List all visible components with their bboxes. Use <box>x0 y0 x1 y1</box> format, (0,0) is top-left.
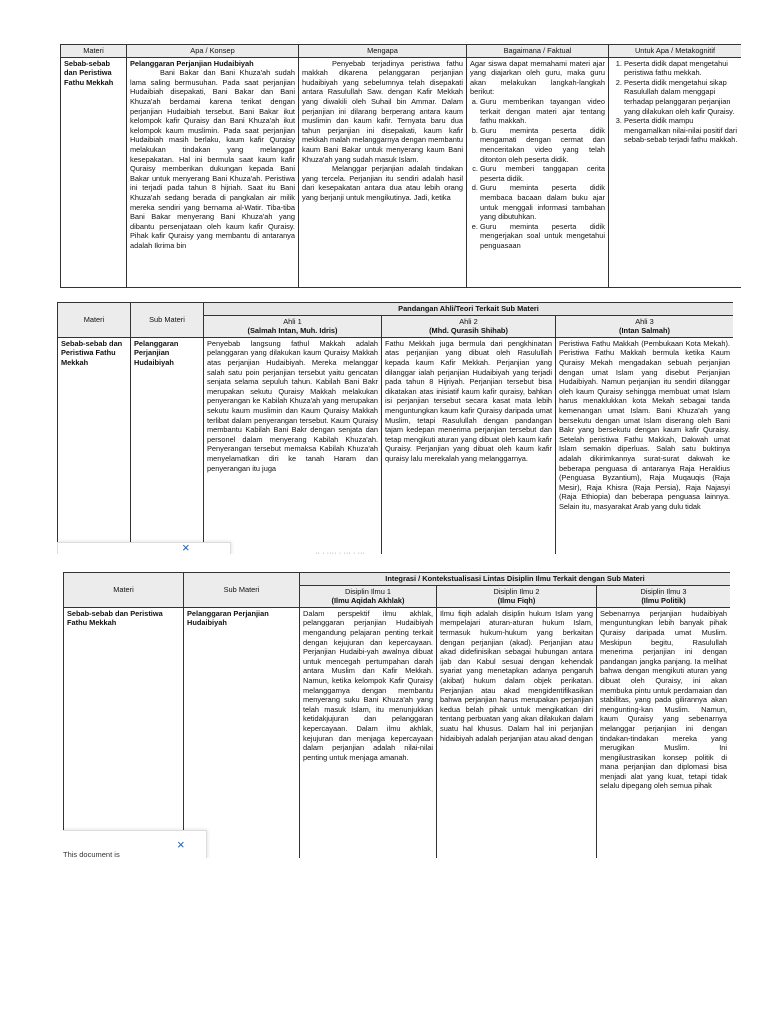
sheet-3 <box>63 572 730 858</box>
cell-disiplin-1: Dalam perspektif ilmu akhlak, pelanggaran perjanjian Hudaibiyah mengandung pelajaran penting terkait dengan kejujuran dan kepercayaan. Perjanjian Hudaibi-yah awalnya dibuat untuk mencegah pertumpahan darah antara Muslim dan Kafir Mekkah. Namun, ketika kelompok Kafir Quraisy melanggarnya dengan membantu menyerang suku Bani Khuza'ah yang telah masuk Islam, itu menunjukkan ketidakjujuran dan pelanggaran kepercayaan. Dalam ilmu akhlak, kejujuran dan menjaga kepercayaan dalam perjanjian adalah nilai-nilai penting untuk menjaga amanah. <box>300 607 437 858</box>
popup-text: This document is <box>63 850 120 858</box>
th-mengapa: Mengapa <box>299 45 467 58</box>
table-row <box>64 607 731 858</box>
mengapa-p2: Melanggar perjanjian adalah tindakan yang tercela. Perjanjian itu sendiri adalah hasil dari kesepakatan antara dua atau lebih orang yang berjanji untuk mengikutinya. Jadi, ketika <box>302 164 463 202</box>
bagaimana-intro: Agar siswa dapat memahami materi ajar yang diajarkan oleh guru, maka guru akan melakukan langkah-langkah berikut: <box>470 58 605 97</box>
th-untuk: Untuk Apa / Metakognitif <box>609 45 742 58</box>
table-1-header <box>61 45 742 58</box>
th-ahli-1: Ahli 1 (Salmah Intan, Muh. Idris) <box>204 315 382 337</box>
table-row <box>61 57 742 287</box>
cell-materi: Sebab-sebab dan Peristiwa Fathu Mekkah <box>58 337 131 554</box>
cell-sub-materi: Pelanggaran Perjanjian Hudaibiyah <box>131 337 204 554</box>
cell-disiplin-2: Ilmu fiqih adalah disiplin hukum Islam yang mempelajari aturan-aturan hukum Islam, termasuk hukum-hukum yang berkaitan dengan perjanjian (akad). Perjanjian atau akad didefinisikan sebagai hubungan antara ijab dan Kabul sesuai dengan kehendak syariat yang menetapkan adanya pengaruh (akibat) hukum dalam objek perikatan. Perjanjian atau akad mengidentifikasikan bahwa perjanjian harus merupakan perjanjian kedua belah pihak untuk mengikatkan diri tentang perbuatan yang akan dilakukan dalam suatu hal khusus. Dalam hal ini perjanjian hidaibiyah adalah perjanjian atau akad dengan <box>437 607 597 858</box>
th-disiplin-3: Disiplin Ilmu 3 (Ilmu Politik) <box>597 585 731 607</box>
th-materi: Materi <box>61 45 127 58</box>
popup-text: ·· · ···· · ··· · ··· <box>315 548 365 554</box>
th-ahli-3: Ahli 3 (Intan Salmah) <box>556 315 734 337</box>
th-materi: Materi <box>64 573 184 608</box>
th-apa: Apa / Konsep <box>127 45 299 58</box>
list-item: a. Guru memberikan tayangan video terkait dengan materi ajar tentang fathu makkah. <box>480 97 605 126</box>
th-bagaimana: Bagaimana / Faktual <box>467 45 609 58</box>
th-sub-materi: Sub Materi <box>131 303 204 338</box>
cell-ahli-3: Peristiwa Fathu Makkah (Pembukaan Kota Mekah). Peristiwa Fathu Makkah bermula ketika Kaum Quraisy Mekah mengadakan sebuah perjanjian dengan umat Islam yang disebut Perjanjian Hudaibiyah. Namun perjanjian itu sendiri dilanggar oleh kaum Quraisy sehingga membuat umat Islam harus menaklukkan kota Mekah sebagai tanda kemenangan umat Islam. Bani Khuza'ah yang bersekutu dengan umat Islam diserang oleh Bani Bakr yang bersekutu dengan kaum kafir Quraisy. Setelah peristiwa Fathu Makkah, Dakwah umat Islam semakin diperluas. Salah satu buktinya adalah dikirimkannya surat-surat dakwah ke beberapa penguasa di antaranya Raja Heraklius (Penguasa Byzantium), Raja Muqauqis (Raja Mesir), Raja Khisra (Raja Persia), Raja Najasyi (Raja Ethiopia) dan beberapa penguasa lainnya. Selain itu, masyarakat Arab yang dulu tidak <box>556 337 734 554</box>
cell-ahli-2: Fathu Mekkah juga bermula dari pengkhinatan atas perjanjian yang dibuat oleh Rasulullah kepada kaum Kafir Mekkah. Perjanjian yang dilanggar ialah perjanjian Hudaibiyah yang terjadi pada tahun 8 Hijriyah. Perjanjian tersebut bisa dikatakan atas inisiatif kaum kafir quraisy, bahkan isi perjanjian tersebut secara kasat mata lebih menguntungkan kaum kafir Quraisy daripada umat Muslim, tetapi Rasulullah dengan pandangan tajam kedepan menerima perjanjian tersebut dan tetap mengikuti aturan yang dibuat oleh kaum kafir Quraisy. Perjanjian yang dibuat oleh kaum kafir quraisy lalu merekalah yang melanggarnya. <box>382 337 556 554</box>
cell-bagaimana <box>467 57 609 287</box>
table-row <box>58 337 734 554</box>
table-2-header-1 <box>58 303 734 316</box>
list-item: 2. Peserta didik mengetahui sikap Rasulullah dalam menggapi terhadap pelanggaran perjanjian yang dilakukan oleh kafir Quraisy. <box>624 78 738 116</box>
apa-title: Pelanggaran Perjanjian Hudaibiyah <box>130 58 254 68</box>
table-3 <box>63 572 730 858</box>
table-2 <box>57 302 733 554</box>
sheet-1 <box>60 44 741 288</box>
cell-ahli-1: Penyebab langsung fathul Makkah adalah pelanggaran yang dilakukan kaum Quraisy Makkah atas perjanjian Hudaibiyah. Mereka melanggar salah satu poin perjanjian tersebut yaitu gencatan senjata selama sepuluh tahun. Kabilah Bani Bakr merupakan sekutu Quraisy Makkah melakukan penyerangan ke Kabilah Khuza'ah yang merupakan sekutu kaum muslimin dan Kaum Quraisy Makkah terlibat dalam penyerangan tersebut. Kaum Quraisy membantu Kabilah Bani Bakr dengan senjata dan personel dalam menyerang Kabilah Khuza'ah. Penyerangan tersebut memaksa Kabilah Khuza'ah menyelamatkan diri ke tanah Haram dan penyerangan itu juga <box>204 337 382 554</box>
th-disiplin-1: Disiplin Ilmu 1 (Ilmu Aqidah Akhlak) <box>300 585 437 607</box>
list-item: c. Guru memberi tanggapan cerita peserta didik. <box>480 164 605 183</box>
cell-mengapa <box>299 57 467 287</box>
list-item: 1. Peserta didik dapat mengetahui peristiwa fathu mekkah. <box>624 59 738 78</box>
untuk-list <box>612 59 738 145</box>
th-group: Pandangan Ahli/Teori Terkait Sub Materi <box>204 303 734 316</box>
th-disiplin-2: Disiplin Ilmu 2 (Ilmu Fiqh) <box>437 585 597 607</box>
mengapa-p1: Penyebab terjadinya peristiwa fathu makkah dikarena pelanggaran perjanjian hudaibiyah yang sebelumnya telah disepakati antara Rasulullah Saw. dengan Kafir Mekkah yang diwakili oleh Suhail bin Ammar. Dalam perjanjian ini dilarang berperang antara kaum muslimin dan kaum kafir. Ternyata baru dua tahun perjanjian ini disepakati, kaum kafir mekkah malah melanggarnya dengan membantu kaum Bani Bakar untuk menyerang kaum Bani Khuza'ah yang sudah masuk Islam. <box>302 58 463 164</box>
apa-text: Bani Bakar dan Bani Khuza'ah sudah lama saling bermusuhan. Pada saat perjanjian Hudaibiah disepakati, Bani Bakar dan Bani Khuza'ah berdamai karena terikat dengan perjanjian Hudaibiah tersebut. Bani Bakar ikut kelompok kafir Quraisy dan Bani Khuza'ah ikut kelompok kaum muslimin. Pada saat perjanjian Hudaibiah masih berlaku, kaum kafir Quraisy melakukan tindakan yang melanggar kesepakatan. Hal ini bermula saat kaum kafir Quraisy memberikan dukungan kepada Bani Bakar untuk menyerang Bani Khuza'ah. Peristiwa ini terjadi pada tahun 8 hijriah. Saat itu Bani Khuza'ah sedang berada di pangkalan air milik mereka sendiri yang bernama al-Watir. Tiba-tiba Bani Bakar menyerang Bani Khuza'ah yang dibantu persenjataan oleh kaum kafir Quraisy. Pihak kafir Quraisy yang membantu di antaranya adalah Ikrima bin <box>130 68 295 250</box>
close-icon[interactable]: × <box>177 837 185 852</box>
cell-materi: Sebab-sebab dan Peristiwa Fathu Mekkah <box>64 607 184 858</box>
bagaimana-list <box>470 97 605 251</box>
overlay-popup <box>57 542 231 554</box>
th-sub-materi: Sub Materi <box>184 573 300 608</box>
table-1 <box>60 44 741 288</box>
list-item: b. Guru meminta peserta didik mengamati dengan cermat dan menceritakan video yang telah ditonton oleh peserta didik. <box>480 126 605 164</box>
list-item: d. Guru meminta peserta didik membaca bacaan dalam buku ajar untuk menggali informasi tambahan yang dibutuhkan. <box>480 183 605 221</box>
list-item: 3. Peserta didik mampu mengamalkan nilai-nilai positif dari sebab-sebab terjadi fathu makkah. <box>624 116 738 145</box>
th-materi: Materi <box>58 303 131 338</box>
cell-untuk <box>609 57 742 287</box>
th-ahli-2: Ahli 2 (Mhd. Qurasih Shihab) <box>382 315 556 337</box>
cell-sub-materi: Pelanggaran Perjanjian Hudaibiyah <box>184 607 300 858</box>
cell-materi: Sebab-sebab dan Peristiwa Fathu Mekkah <box>61 57 127 287</box>
cell-apa <box>127 57 299 287</box>
close-icon[interactable]: × <box>182 540 190 554</box>
sheet-2 <box>57 302 733 554</box>
th-group: Integrasi / Kontekstualisasi Lintas Disiplin Ilmu Terkait dengan Sub Materi <box>300 573 731 586</box>
list-item: e. Guru meminta peserta didik mengerjakan soal untuk mengetahui penguasaan <box>480 222 605 251</box>
cell-disiplin-3: Sebenarnya perjanjian hudaibiyah menguntungkan lebih banyak pihak Quraisy daripada umat Muslim. Meskipun begitu, Rasulullah menerima perjanjian ini dengan pandangan jangka panjang. Ia melihat bahwa dengan mengikuti aturan yang dibuat oleh Quraisy, ini akan membuka pintu untuk perdamaian dan stabilitas, yang pada gilirannya akan mengunting-kan Muslim. Namun, kaum Quraisy yang sebenarnya melanggar perjanjian ini dengan tindakan-tindakan mereka yang merugikan Muslim. Ini mengilustrasikan konsep politik di mana perjanjian dan diplomasi bisa menjadi alat yang kuat, tetapi tidak selalu dipegang oleh semua pihak <box>597 607 731 858</box>
table-3-header-1 <box>64 573 731 586</box>
